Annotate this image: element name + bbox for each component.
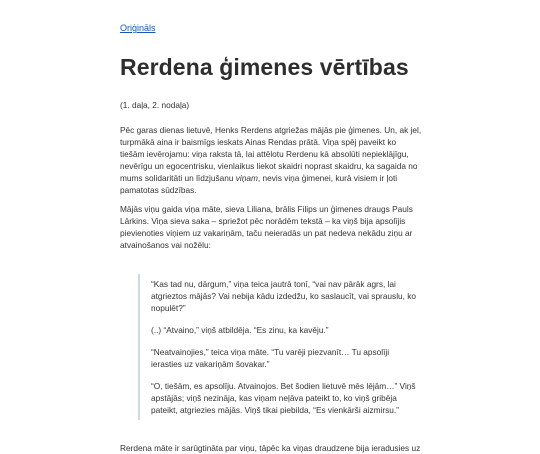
paragraph-1-text-end: , nevis viņa ģimenei, kurā visiem ir ļoti pamatotas sūdzības. — [120, 173, 398, 195]
chapter-subtitle: (1. daļa, 2. nodaļa) — [120, 100, 190, 110]
original-link[interactable]: Oriģināls — [120, 23, 156, 33]
block-quote — [138, 274, 422, 420]
quote-line-2: (..) “Atvaino,” viņš atbildēja. “Es zinu, ka kavēju.” — [151, 325, 329, 335]
paragraph-1-text: Pēc garas dienas lietuvē, Henks Rerdens atgriežas mājās pie ģimenes. Un, ak jel, turpmākā aina ir baismīgs ieskats Ainas Rendas prātā. Viņa spēj paveikt ko tiešām ievērojamu: viņa raksta tā, lai attēlotu Rerdenu kā absolūti nepieklājīgu, nevērīgu un egocentrisku, vienlaikus liekot skaidri noprast skaidru, ka sagaida no mums solidaritāti un līdzjušanu — [120, 125, 422, 183]
paragraph-2: Mājās viņu gaida viņa māte, sieva Liliana, brālis Filips un ģimenes draugs Pauls Lārkins. Viņa sieva saka – spriežot pēc norādēm tekstā – ka viņš bija apsolījis pievienoties viņiem uz vakariņām, taču neieradās un pat nedeva nekādu ziņu ar atvainošanos vai nožēlu: — [120, 204, 413, 250]
paragraph-3: Rerdena māte ir sarūgtināta par viņu, tāpēc ka viņas draudzene bija ieradusies uz — [120, 443, 421, 453]
page-title: Rerdena ģimenes vērtības — [120, 54, 409, 80]
quote-line-3: “Neatvainojies,” teica viņa māte. “Tu varēji piezvanīt… Tu apsolīji ierasties uz vakariņām šovakar.” — [151, 347, 390, 369]
paragraph-1 — [120, 124, 422, 196]
quote-line-1: “Kas tad nu, dārgum,” viņa teica jautrā tonī, “vai nav pārāk agrs, lai atgrieztos mājās? Vai nebija kādu izdedžu, ko saslaucīt, vai sprauslu, ko nopulēt?” — [151, 279, 417, 313]
paragraph-1-emphasis: viņam — [235, 173, 258, 183]
quote-line-4: “O, tiešām, es apsolīju. Atvainojos. Bet šodien lietuvē mēs lējām…” Viņš apstājās; viņš nezināja, kas viņam neļāva pateikt to, ko viņš gribēja pateikt, atgriezies mājās. Viņš tikai piebilda, “Es vienkārši aizmirsu.” — [151, 381, 416, 415]
